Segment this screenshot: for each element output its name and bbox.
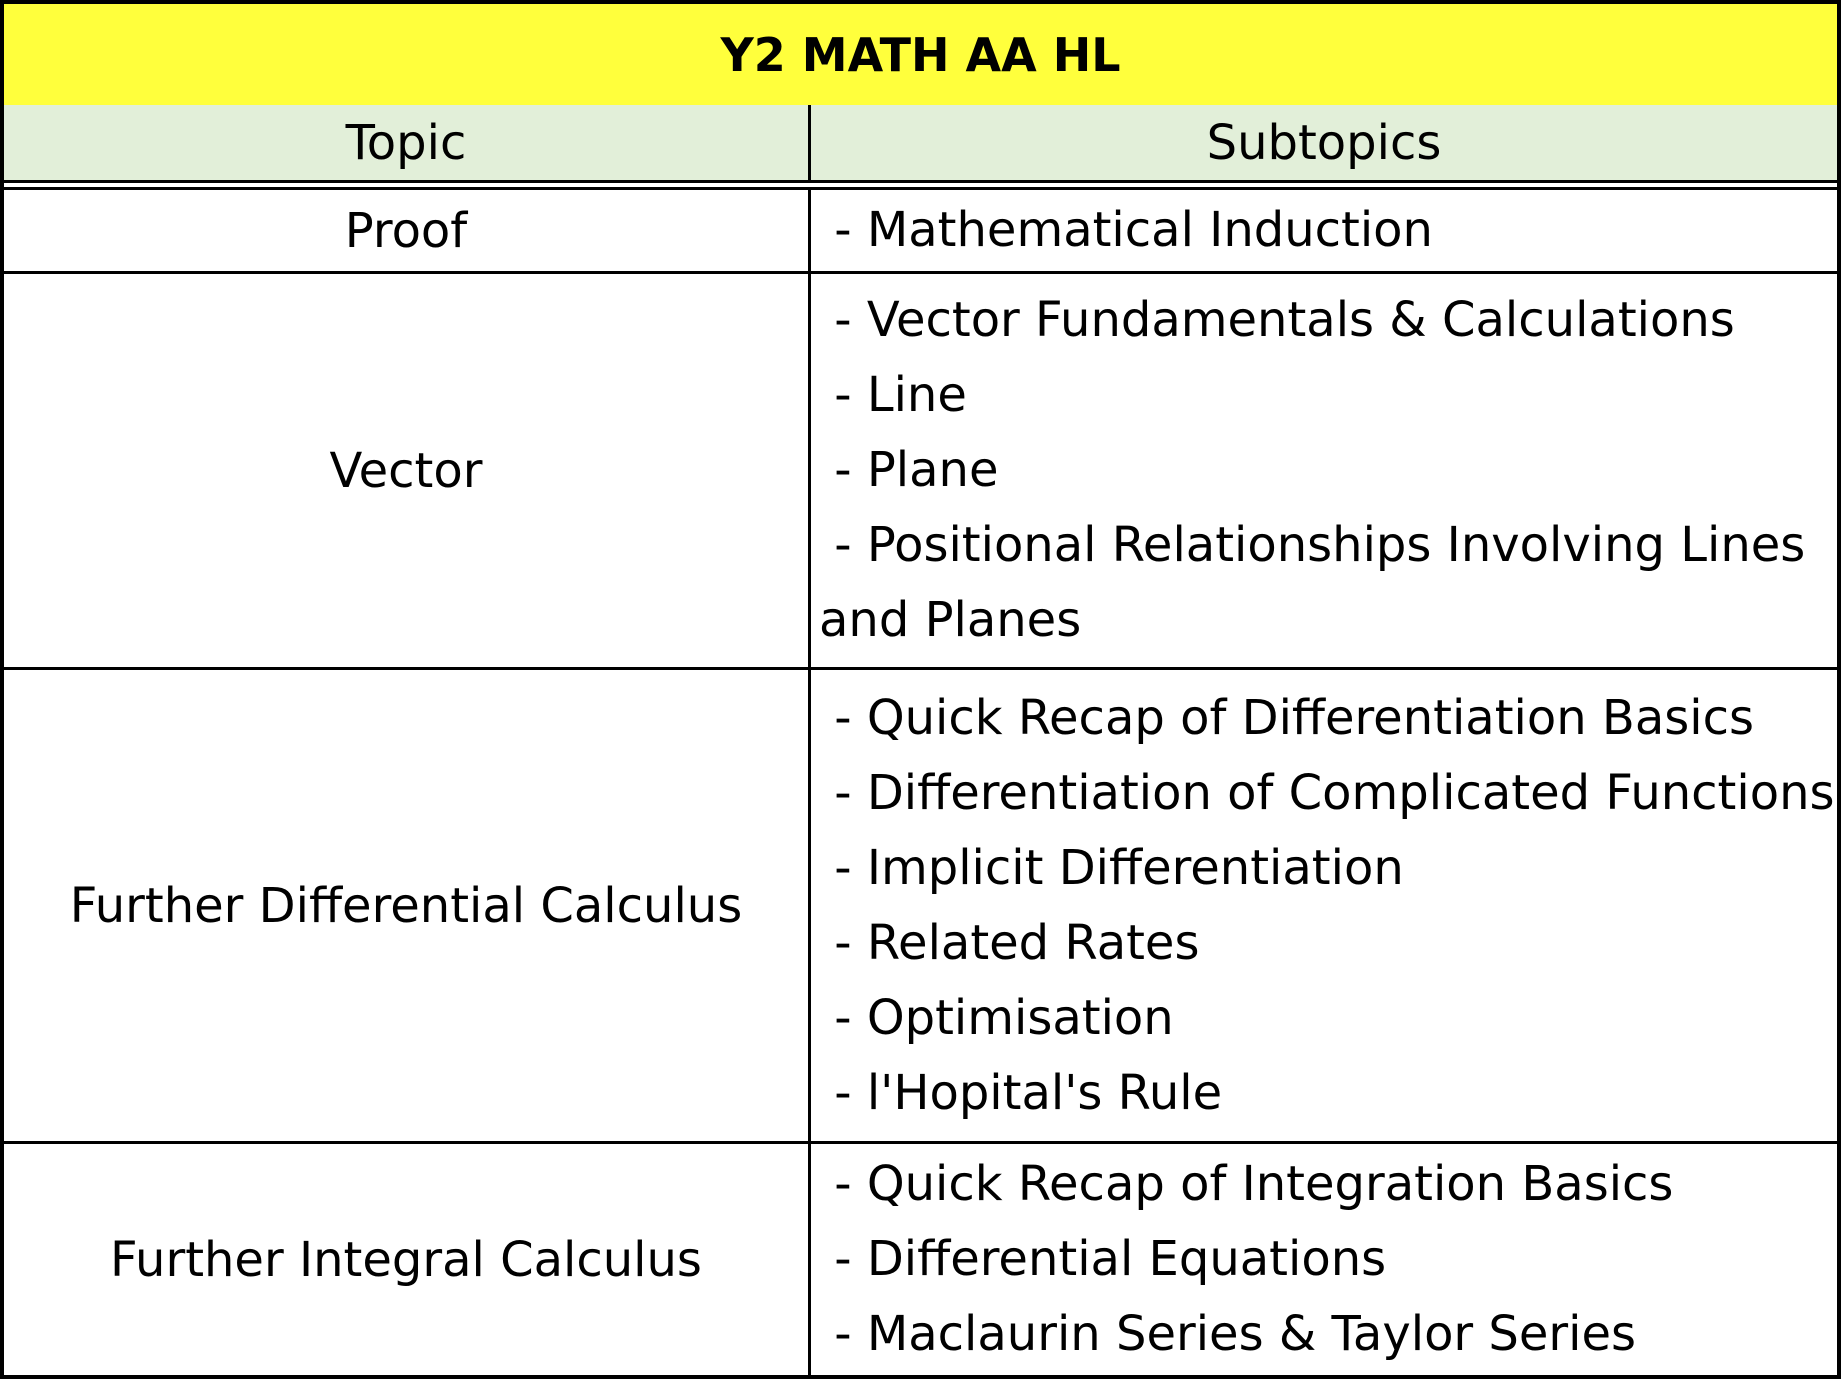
subtopic-item: - Optimisation bbox=[819, 989, 1174, 1046]
subtopic-item: - Maclaurin Series & Taylor Series bbox=[819, 1306, 1637, 1362]
topic-cell: Further Integral Calculus bbox=[4, 1144, 811, 1375]
subtopic-item: and Planes bbox=[819, 592, 1082, 648]
subtopic-item: - Differential Equations bbox=[819, 1231, 1387, 1287]
table-row bbox=[4, 190, 1837, 271]
topic-cell: Further Differential Calculus bbox=[4, 670, 811, 1141]
subtopic-item: - Mathematical Induction bbox=[819, 202, 1433, 258]
topic-cell: Proof bbox=[4, 190, 811, 271]
subtopic-item: - Related Rates bbox=[819, 914, 1200, 971]
subtopics-cell bbox=[811, 1144, 1837, 1375]
subtopic-item: - Positional Relationships Involving Lines bbox=[819, 517, 1806, 573]
table-row bbox=[4, 274, 1837, 667]
topic-cell: Vector bbox=[4, 274, 811, 667]
header-divider-top bbox=[4, 180, 1837, 183]
subtopics-cell bbox=[811, 190, 1837, 271]
subtopic-item: - Quick Recap of Differentiation Basics bbox=[819, 689, 1754, 746]
header-subtopics: Subtopics bbox=[1206, 114, 1442, 171]
subtopics-cell bbox=[811, 670, 1837, 1141]
subtopic-item: - Plane bbox=[819, 442, 999, 498]
table-row bbox=[4, 1144, 1837, 1375]
subtopic-item: - l'Hopital's Rule bbox=[819, 1064, 1223, 1121]
subtopic-item: - Differentiation of Complicated Functions bbox=[819, 764, 1835, 821]
subtopic-item: - Vector Fundamentals & Calculations bbox=[819, 292, 1735, 348]
subtopic-item: - Line bbox=[819, 367, 967, 423]
table-title: Y2 MATH AA HL bbox=[4, 4, 1837, 105]
subtopics-cell bbox=[811, 274, 1837, 667]
header-row bbox=[4, 105, 1837, 180]
subtopic-item: - Quick Recap of Integration Basics bbox=[819, 1156, 1674, 1212]
header-topic: Topic bbox=[4, 105, 811, 180]
subtopic-item: - Implicit Differentiation bbox=[819, 839, 1404, 896]
table-row bbox=[4, 670, 1837, 1141]
